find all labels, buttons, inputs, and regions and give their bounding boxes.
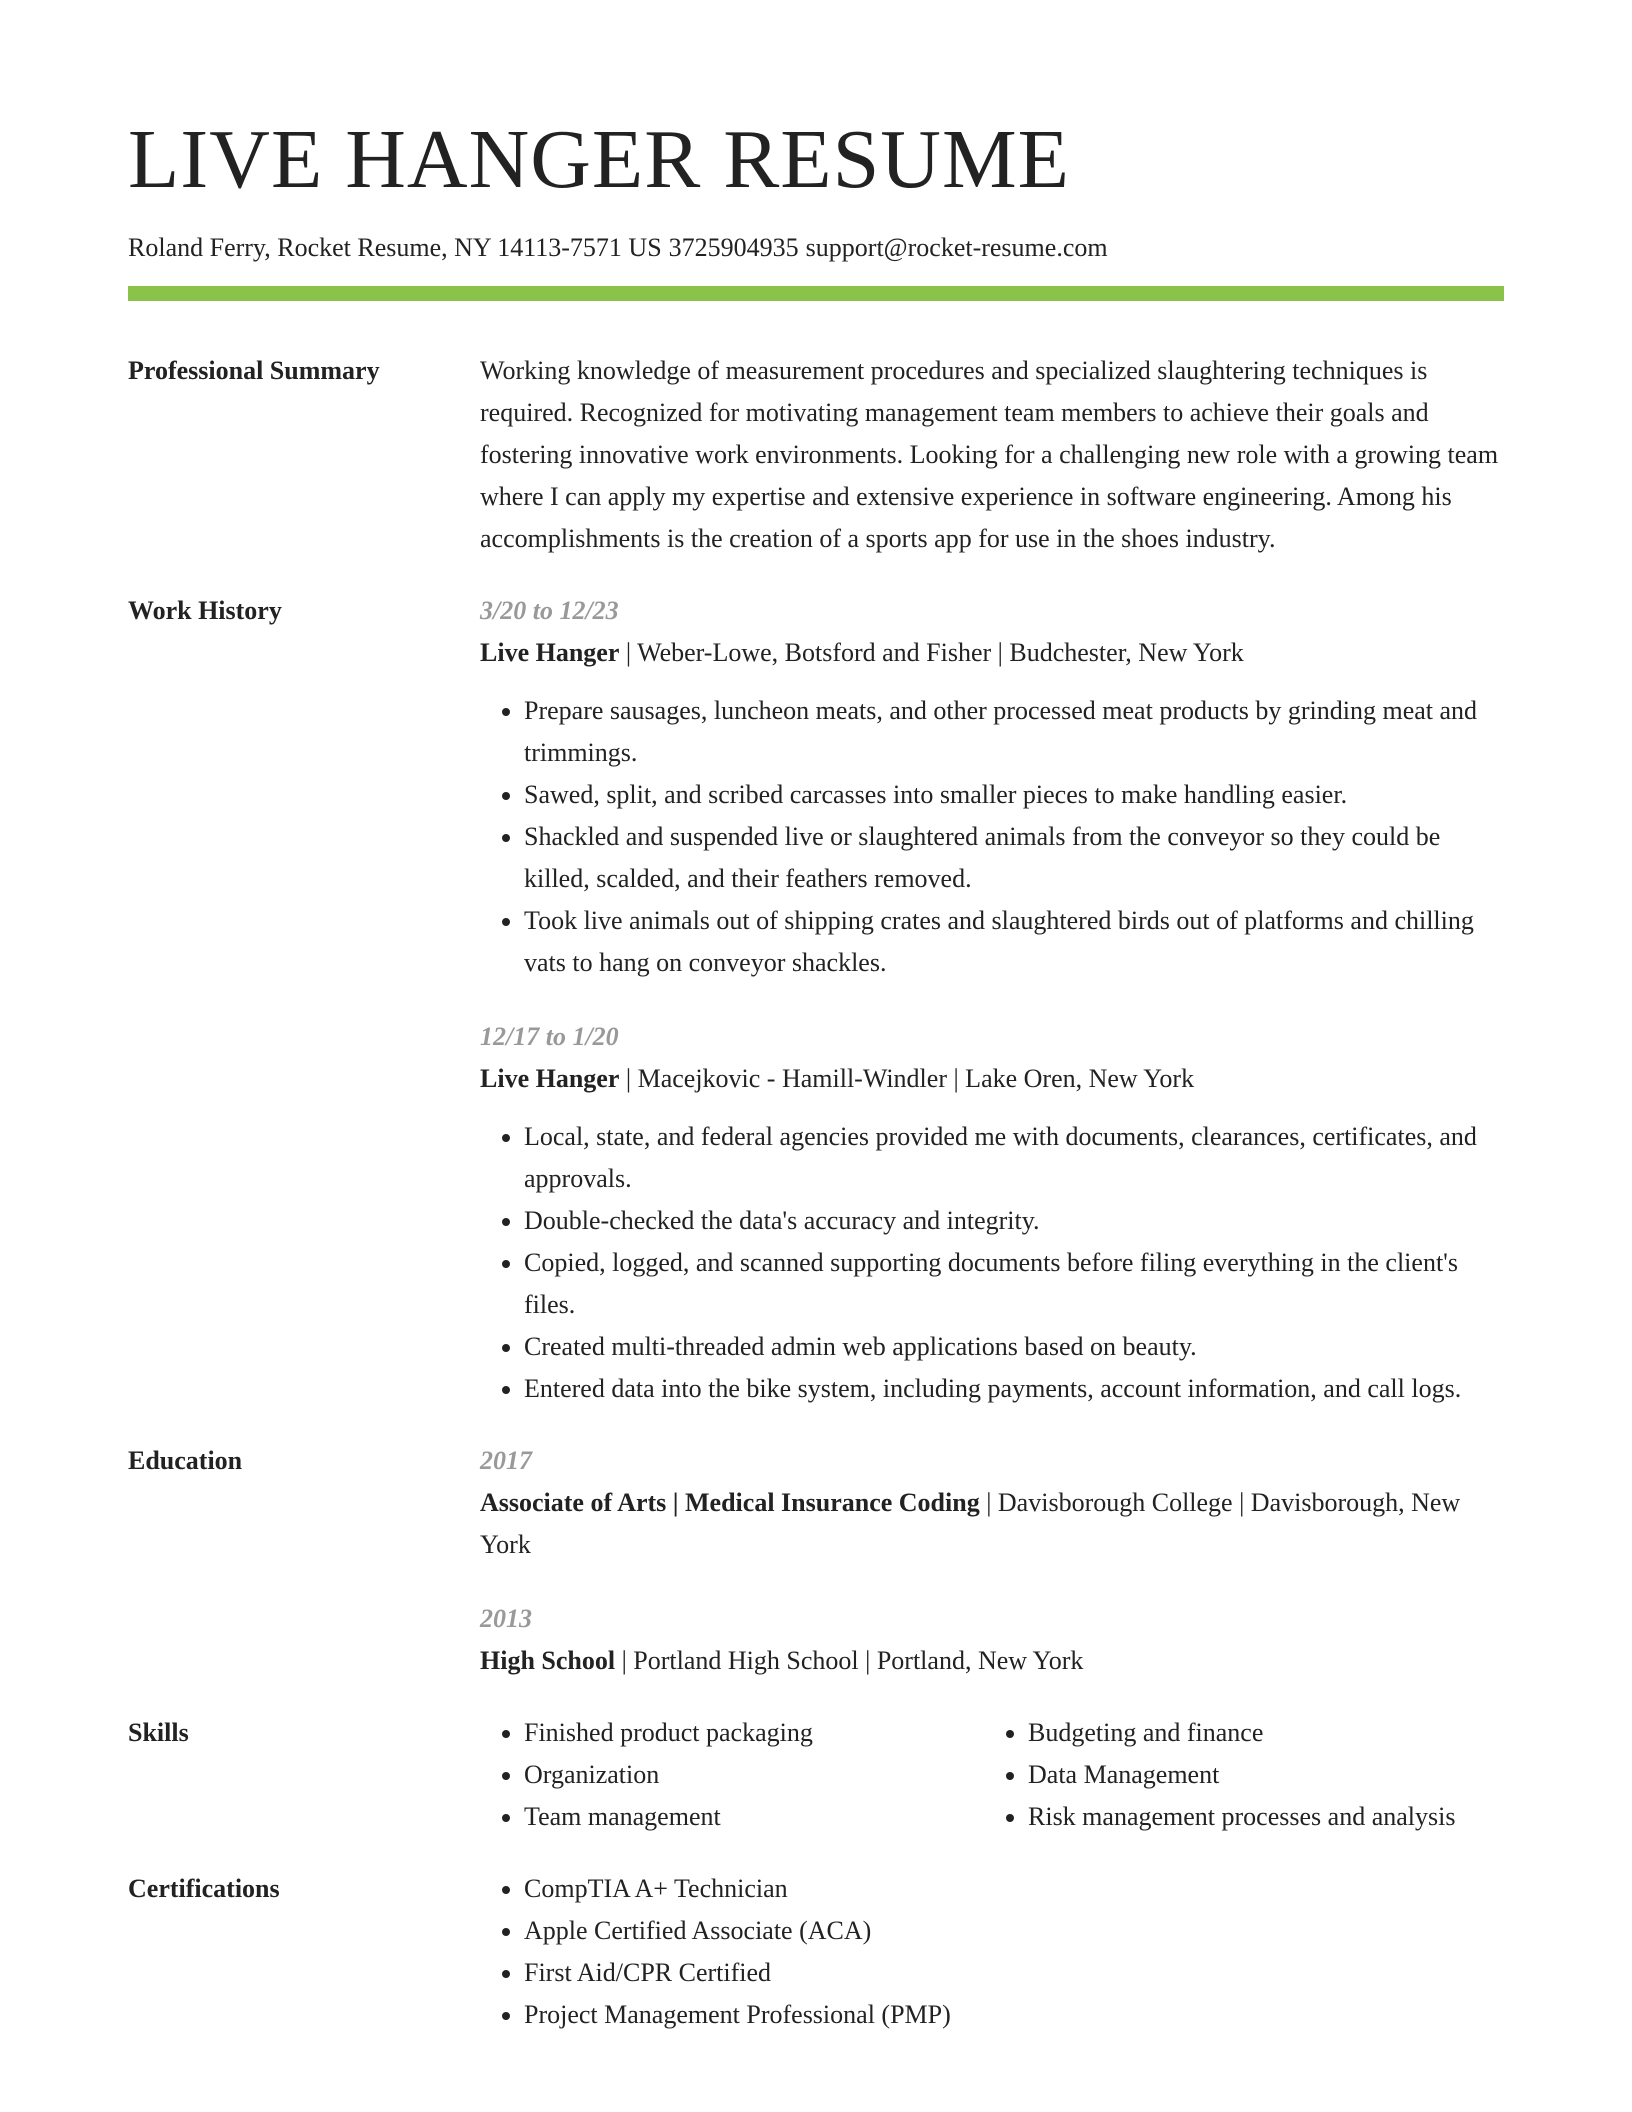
job-bullet: • Created multi-threaded admin web applications based on beauty. (524, 1326, 1504, 1368)
skill-item: • Data Management (1028, 1754, 1504, 1796)
job-entry (480, 590, 1504, 984)
skills-list (984, 1712, 1504, 1838)
job-bullet: • Entered data into the bike system, including payments, account information, and call logs. (524, 1368, 1504, 1410)
section-label: Education (128, 1446, 243, 1475)
section-label: Skills (128, 1718, 189, 1747)
education-details: | Portland High School | Portland, New York (615, 1646, 1084, 1675)
skill-item: • Finished product packaging (524, 1712, 984, 1754)
job-dates: 3/20 to 12/23 (480, 596, 619, 625)
resume-title: LIVE HANGER RESUME (128, 113, 1070, 206)
resume-sections (128, 350, 1504, 2066)
contact-name-location: Roland Ferry, Rocket Resume, NY 14113-7571 US (128, 233, 662, 262)
section-body (480, 1868, 1504, 2036)
job-entry (480, 1016, 1504, 1410)
section-label: Professional Summary (128, 356, 380, 385)
certifications-list (480, 1868, 1504, 2036)
section-body (480, 1712, 1504, 1838)
skills-column (984, 1712, 1504, 1838)
skill-item: • Budgeting and finance (1028, 1712, 1504, 1754)
section-body (480, 350, 1504, 560)
summary-section (128, 350, 1504, 560)
section-label: Certifications (128, 1874, 280, 1903)
job-title: Live Hanger (480, 1064, 620, 1093)
skill-item: • Team management (524, 1796, 984, 1838)
education-year: 2013 (480, 1604, 532, 1633)
job-role-line (480, 1058, 1504, 1100)
skills-columns (480, 1712, 1504, 1838)
job-bullet: • Prepare sausages, luncheon meats, and other processed meat products by grinding meat and trimmings. (524, 690, 1504, 774)
job-bullet: • Local, state, and federal agencies provided me with documents, clearances, certificates, and approvals. (524, 1116, 1504, 1200)
education-section (128, 1440, 1504, 1682)
job-details: | Macejkovic - Hamill-Windler | Lake Oren, New York (619, 1064, 1195, 1093)
skill-item: • Organization (524, 1754, 984, 1796)
job-bullet: • Double-checked the data's accuracy and integrity. (524, 1200, 1504, 1242)
education-degree: High School (480, 1646, 616, 1675)
skill-item: • Risk management processes and analysis (1028, 1796, 1504, 1838)
education-year: 2017 (480, 1446, 532, 1475)
contact-line (128, 232, 1108, 264)
job-bullet: • Took live animals out of shipping crates and slaughtered birds out of platforms and chilling vats to hang on conveyor shackles. (524, 900, 1504, 984)
section-body (480, 1440, 1504, 1682)
job-bullets (480, 690, 1504, 984)
section-body (480, 590, 1504, 1410)
summary-text: Working knowledge of measurement procedures and specialized slaughtering techniques is required. Recognized for motivating management team members to achieve their goals and fostering innovative work environments. Looking for a challenging new role with a growing team where I can apply my expertise and extensive experience in software engineering. Among his accomplishments is the creation of a sports app for use in the shoes industry. (480, 356, 1499, 553)
contact-phone: 3725904935 (668, 233, 799, 262)
skills-column (480, 1712, 984, 1838)
education-degree: Associate of Arts | Medical Insurance Coding (480, 1488, 980, 1517)
contact-email: support@rocket-resume.com (805, 233, 1108, 262)
skills-list (480, 1712, 984, 1838)
accent-divider (128, 286, 1504, 301)
certifications-section (128, 1868, 1504, 2036)
education-entry (480, 1440, 1504, 1566)
job-role-line (480, 632, 1504, 674)
job-bullet: • Shackled and suspended live or slaughtered animals from the conveyor so they could be killed, scalded, and their feathers removed. (524, 816, 1504, 900)
education-entry (480, 1598, 1504, 1682)
certification-item: • CompTIA A+ Technician (524, 1868, 1504, 1910)
section-label: Work History (128, 596, 282, 625)
job-dates: 12/17 to 1/20 (480, 1022, 619, 1051)
work-history-section (128, 590, 1504, 1410)
skills-section (128, 1712, 1504, 1838)
certification-item: • Project Management Professional (PMP) (524, 1994, 1504, 2036)
job-details: | Weber-Lowe, Botsford and Fisher | Budchester, New York (619, 638, 1244, 667)
job-bullets (480, 1116, 1504, 1410)
certification-item: • Apple Certified Associate (ACA) (524, 1910, 1504, 1952)
job-bullet: • Copied, logged, and scanned supporting documents before filing everything in the client's files. (524, 1242, 1504, 1326)
job-title: Live Hanger (480, 638, 620, 667)
education-details: | Davisborough College | Davisborough, New York (480, 1488, 1461, 1559)
education-line (480, 1482, 1504, 1566)
education-line (480, 1640, 1504, 1682)
certification-item: • First Aid/CPR Certified (524, 1952, 1504, 1994)
job-bullet: • Sawed, split, and scribed carcasses into smaller pieces to make handling easier. (524, 774, 1504, 816)
